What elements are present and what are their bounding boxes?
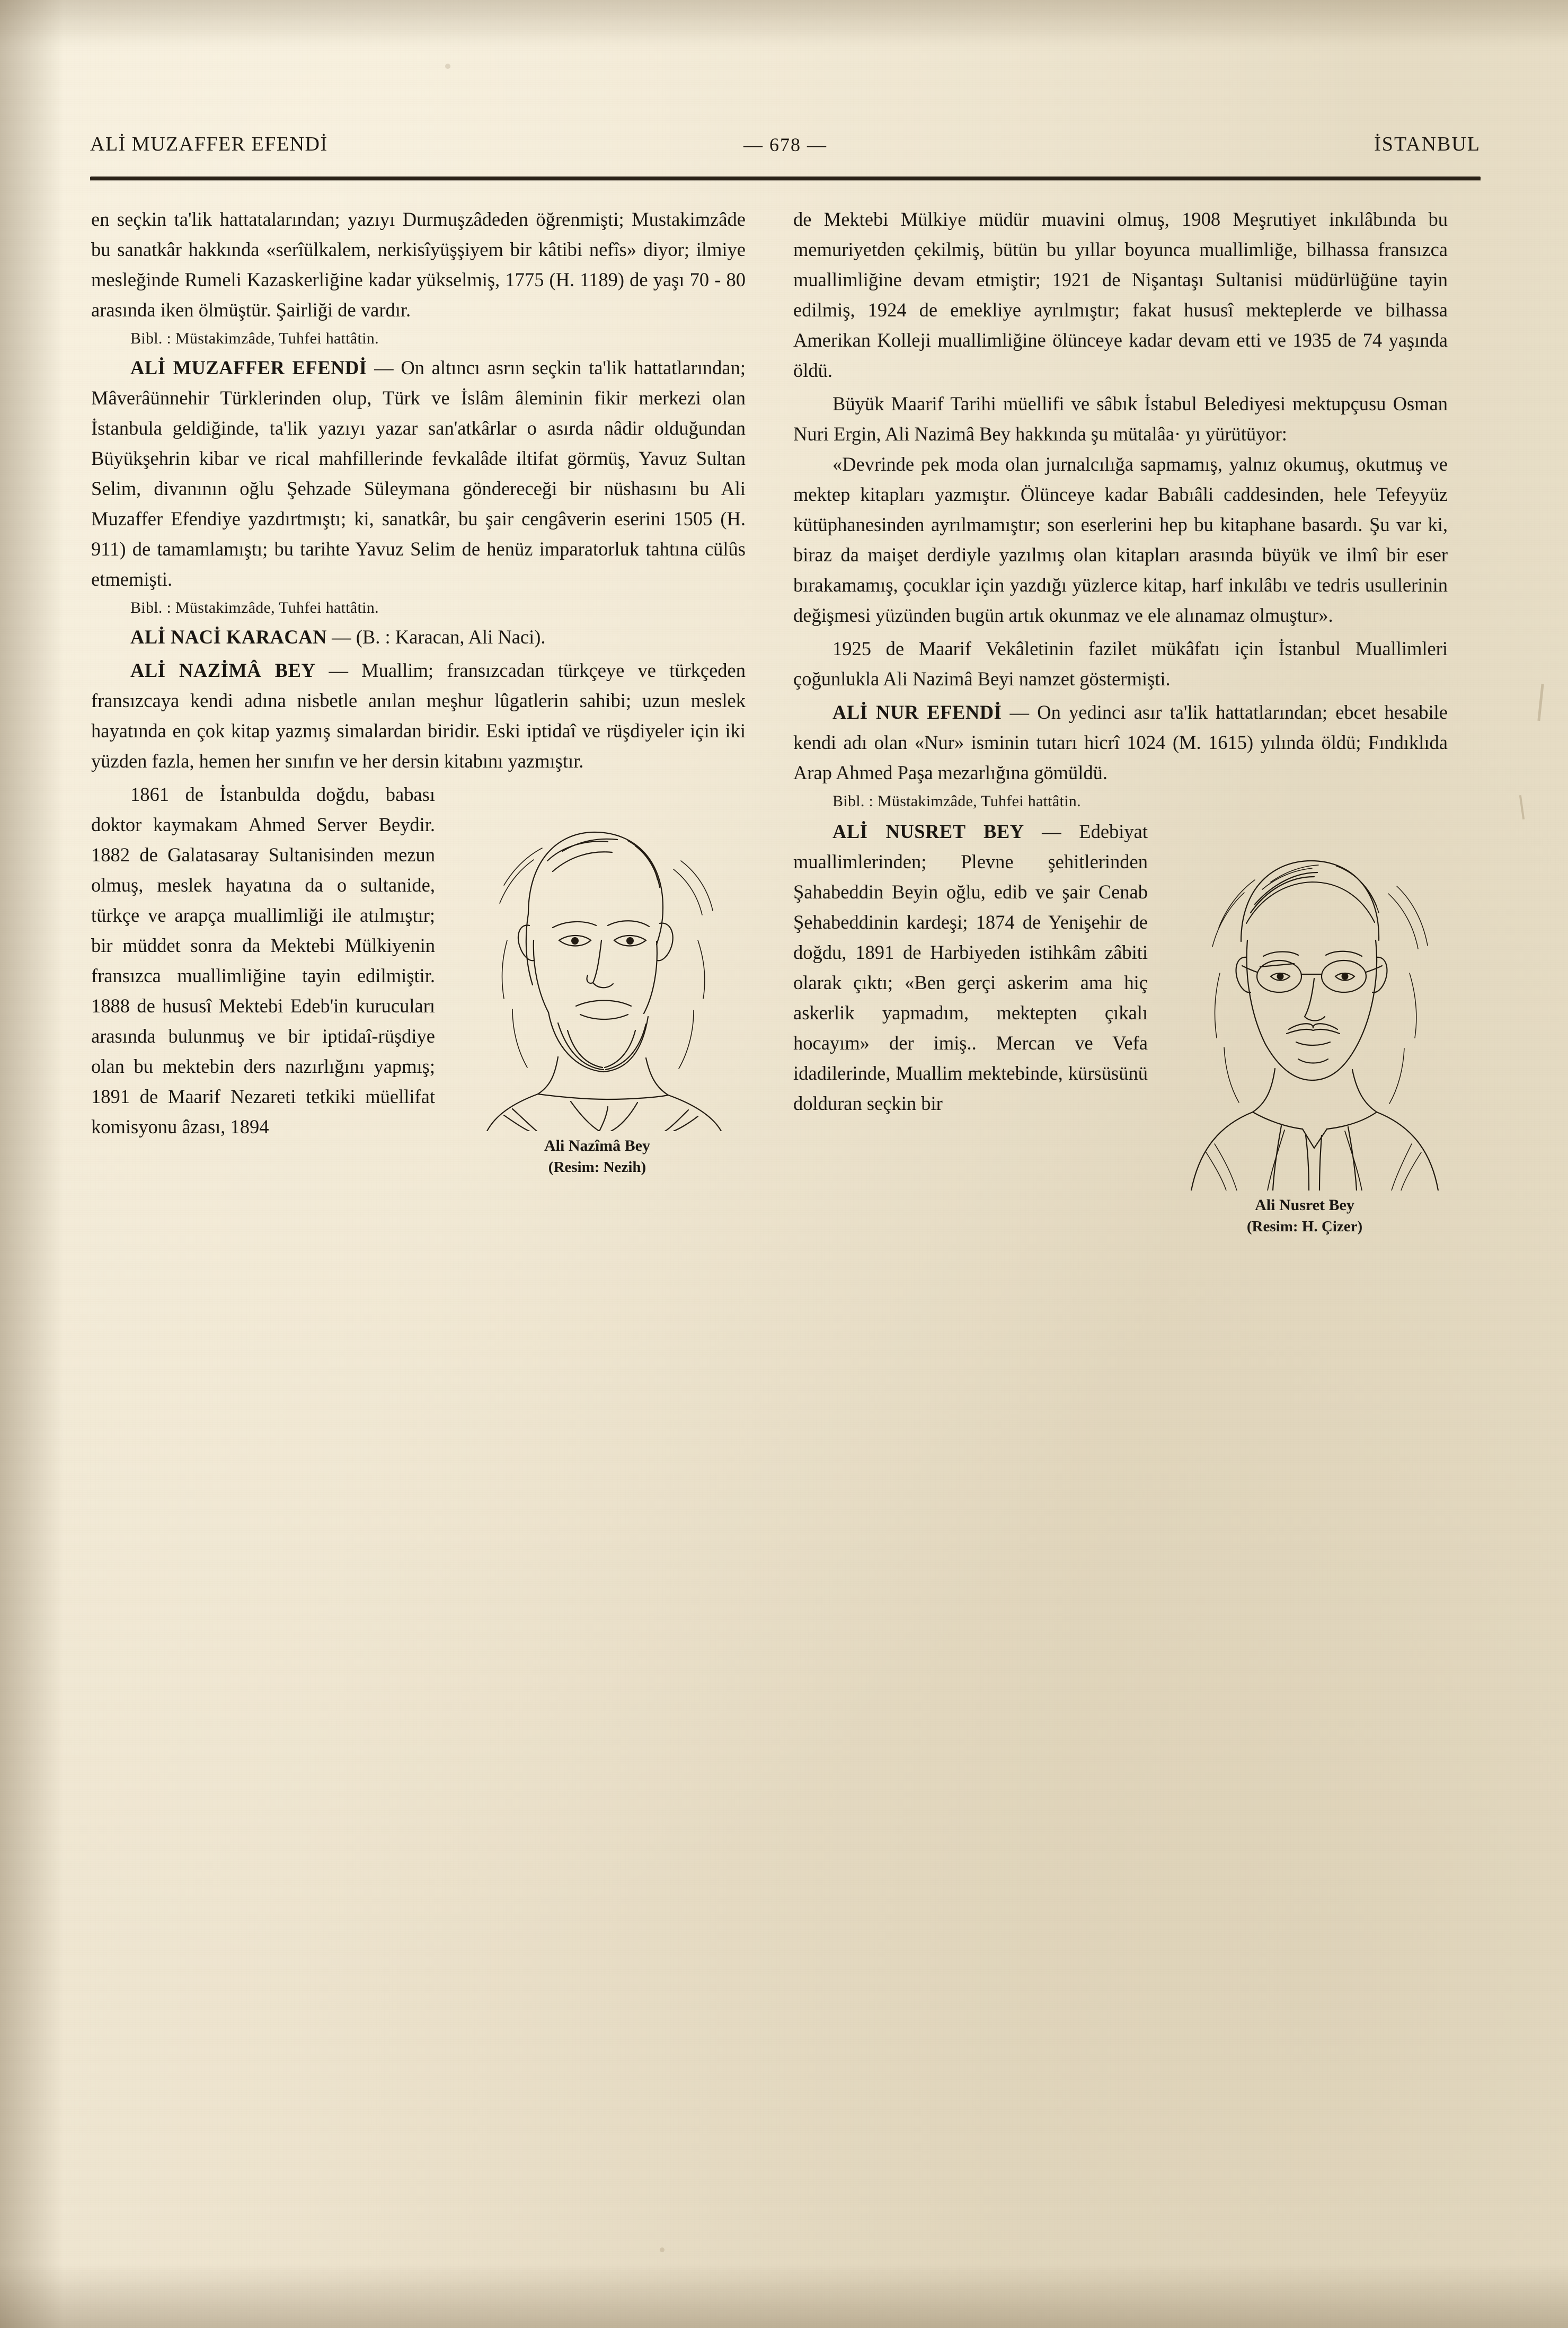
paper-blemish: [660, 2247, 665, 2252]
figure-caption-name: Ali Nusret Bey: [1255, 1196, 1354, 1214]
entry-title: ALİ NAZİMÂ BEY: [130, 659, 316, 681]
bibliography-note: Bibl. : Müstakimzâde, Tuhfei hattâtin.: [130, 599, 379, 616]
figure-caption-credit: (Resim: Nezih): [548, 1159, 646, 1176]
entry-ali-nur-efendi: [793, 697, 1448, 788]
entry-ali-nazima-bey: [91, 655, 746, 776]
figure-ali-nazima-bey: [449, 781, 746, 1178]
portrait-illustration-ali-nazima: [449, 781, 746, 1131]
page-left-shading: [0, 0, 64, 2328]
entry-body: Muallim; fransızcadan türkçeye ve türkçeden fransızcaya kendi adına nisbetle anılan meşhur lûgatlerin sahibi; uzun meslek hayatında en çok kitap yazmış simalardan biridir. Eski iptidaî ve rüşdiyeler için iki yüzden fazla, hemen her sınıfın ve her dersin kitabını yazmıştır.: [91, 659, 746, 772]
page-header: [90, 133, 1481, 164]
header-running-title-left: ALİ MUZAFFER EFENDİ: [90, 133, 328, 155]
paragraph-continued: en seçkin ta'lik hattatalarından; yazıyı Durmuşzâdeden öğrenmişti; Mustakimzâde bu sanatkâr hakkında «serîülkalem, nerkisîyüşşiyem bir kâtibi nefîs» diyor; ilmiye mesleğinde Rumeli Kazaskerliğine kadar yükselmiş, 1775 (H. 1189) de yaşı 70 - 80 arasında iken ölmüştür. Şairliği de vardır.: [91, 208, 746, 321]
entry-title: ALİ NUSRET BEY: [832, 821, 1024, 842]
figure-caption-credit: (Resim: H. Çizer): [1246, 1218, 1363, 1235]
header-divider-rule: [90, 177, 1481, 180]
figure-ali-nusret-bey: [1162, 819, 1448, 1237]
page-bottom-shading: [0, 2264, 1568, 2328]
entry-title: ALİ NUR EFENDİ: [832, 701, 1002, 723]
entry-title: ALİ MUZAFFER EFENDİ: [130, 357, 367, 378]
bibliography-note: Bibl. : Müstakimzâde, Tuhfei hattâtin.: [832, 792, 1081, 810]
entry-body: On altıncı asrın seçkin ta'lik hattatlarından; Mâverâünnehir Türklerinden olup, Türk ve İslâm âleminin fikir merkezi olan İstanbula geldiğinde, ta'lik yazıyı yazar san'atkârlar o asırda nâdir olduğundan Büyükşehrin kibar ve rical mahfillerinde fevkalâde iltifat görmüş, Yavuz Sultan Selim, divanının oğlu Şehzade Süleymana göndereceği bir nüshasını bu Ali Muzaffer Efendiye yazdırtmıştı; ki, sanatkâr, bu şair cengâverin eserini 1505 (H. 911) de tamamlamıştı; bu tarihte Yavuz Selim de henüz imparatorluk tahtına cülûs etmemişti.: [91, 357, 746, 590]
paper-fiber: [1519, 795, 1525, 819]
entry-ali-muzaffer-efendi: [91, 352, 746, 594]
paper-fiber: [1537, 684, 1544, 721]
header-running-title-right: İSTANBUL: [1374, 133, 1481, 155]
column-left: [91, 204, 746, 1181]
figure-caption-name: Ali Nazîmâ Bey: [544, 1137, 650, 1154]
paragraph-ali-nazima-biography: 1861 de İstanbulda doğdu, babası doktor kaymakam Ahmed Server Beydir. 1882 de Galatasaray Sultanisinden mezun olmuş, meslek hayatına da o sultanide, türkçe ve arapça muallimliği ile atılmıştır; bir müddet sonra da Mektebi Mülkiyenin fransızca muallimliğine tayin edilmiştir. 1888 de hususî Mektebi Edeb'in kurucuları arasında bulunmuş ve bir iptidaî-rüşdiye olan bu mektebin ders nazırlığını yapmış; 1891 de Maarif Nezareti tetkiki müellifat komisyonu âzası, 1894: [91, 783, 435, 1137]
entry-body: Edebiyat muallimlerinden; Plevne şehitlerinden Şahabeddin Beyin oğlu, edib ve şair Cenab Şehabeddinin kardeşi; 1874 de Yenişehir de doğdu, 1891 de Harbiyeden istihkâm zâbiti olarak çıktı; «Ben gerçi askerim ama hiç askerlik yapmadım, mektepten çıkalı hocayım» der imiş.. Mercan ve Vefa idadilerinde, Muallim mektebinde, kürsüsünü dolduran seçkin bir: [793, 821, 1148, 1114]
paper-blemish: [445, 64, 450, 69]
column-right: [793, 204, 1448, 1240]
entry-dash: —: [374, 357, 394, 378]
portrait-illustration-ali-nusret: [1162, 819, 1448, 1191]
entry-dash: —: [332, 626, 351, 648]
blockquote-ergin: «Devrinde pek moda olan jurnalcılığa sapmamış, yalnız okumuş, okutmuş ve mektep kitapları yazmıştır. Ölünceye kadar Babıâli caddesinden, hele Tefeyyüz kütüphanesinden ayrılmamıştır; son eserlerini hep bu kitaphane basardı. Şu var ki, biraz da maişet derdiyle yazılmış olan kitapları arasında büyük ve ilmî bir eser bırakamamış, çocuklar için yazdığı yüzlerce kitap, harf inkılâbı ve tedris usullerinin değişmesi yüzünden bugün artık okunmaz ve ele alınamaz olmuştur».: [793, 453, 1448, 626]
page-top-shading: [0, 0, 1568, 48]
entry-title: ALİ NACİ KARACAN: [130, 626, 327, 648]
entry-ali-naci-karacan: [91, 622, 746, 652]
bibliography-note: Bibl. : Müstakimzâde, Tuhfei hattâtin.: [130, 330, 379, 347]
paragraph-osman-nuri-ergin: Büyük Maarif Tarihi müellifi ve sâbık İstabul Belediyesi mektupçusu Osman Nuri Ergin, Ali Nazimâ Bey hakkında şu mütalâa· yı yürütüyor:: [793, 393, 1448, 445]
entry-dash: —: [1009, 701, 1030, 723]
figure-caption: [449, 1135, 746, 1178]
paragraph-continued: de Mektebi Mülkiye müdür muavini olmuş, 1908 Meşrutiyet inkılâbında bu memuriyetden çekilmiş, bütün bu yıllar boyunca muallimliğe, bilhassa fransızca muallimliğine devam etmiştir; 1921 de Nişantaşı Sultanisi müdürlüğüne tayin edilmiş, 1924 de emekliye ayrılmıştır; fakat hususî mekteplerde ve bilhassa Amerikan Kolleji muallimliğine ölünceye kadar devam etti ve 1935 de 74 yaşında öldü.: [793, 208, 1448, 381]
entry-dash: —: [1042, 821, 1061, 842]
paragraph-fazilet-mukafati: 1925 de Maarif Vekâletinin fazilet mükâfatı için İstanbul Muallimleri çoğunlukla Ali Nazimâ Beyi namzet göstermişti.: [793, 638, 1448, 690]
figure-caption: [1162, 1195, 1448, 1237]
entry-dash: —: [329, 659, 348, 681]
page-number: — 678 —: [743, 134, 827, 155]
entry-body: (B. : Karacan, Ali Naci).: [356, 626, 546, 648]
entry-body: On yedinci asır ta'lik hattatlarından; ebcet hesabile kendi adı olan «Nur» isminin tutarı hicrî 1024 (M. 1615) yılında öldü; Fındıklıda Arap Ahmed Paşa mezarlığına gömüldü.: [793, 701, 1448, 783]
